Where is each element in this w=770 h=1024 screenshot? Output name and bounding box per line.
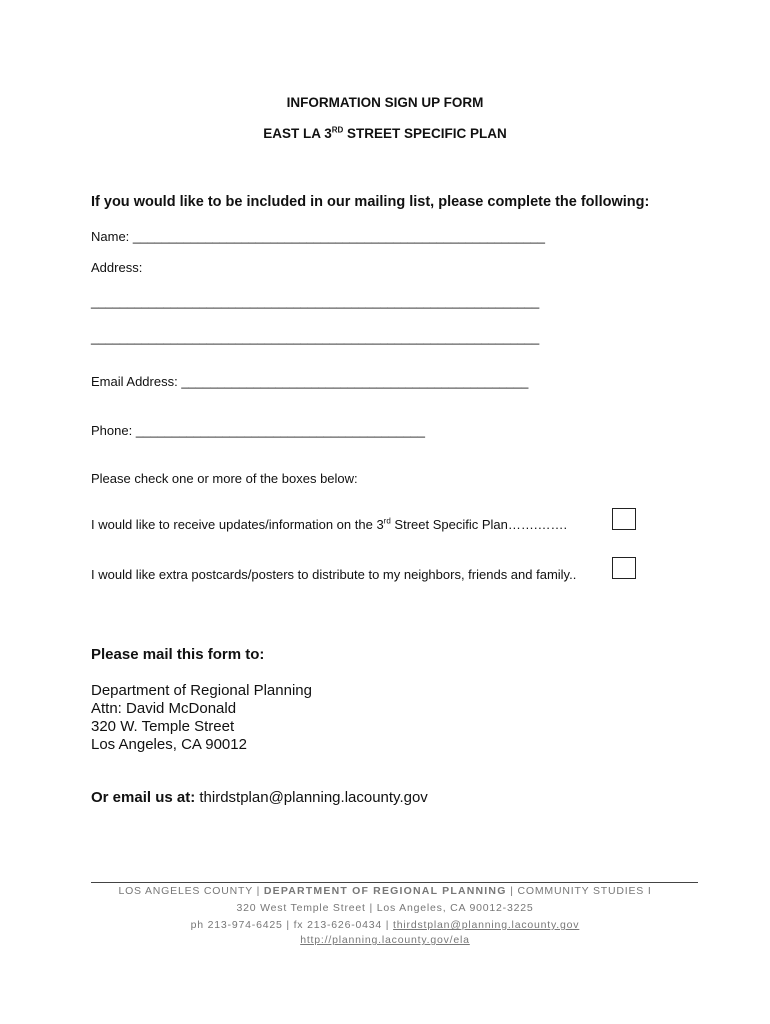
footer-county: LOS ANGELES COUNTY |	[118, 885, 264, 897]
form-title: INFORMATION SIGN UP FORM	[286, 95, 484, 110]
email-us-label: Or email us at:	[91, 789, 196, 806]
updates-option-pre: I would like to receive updates/information on the 3	[91, 517, 384, 532]
footer-phones: ph 213-974-6425 | fx 213-626-0434 |	[190, 919, 394, 931]
plan-title-pre: EAST LA 3	[263, 126, 332, 141]
updates-checkbox[interactable]	[612, 508, 636, 530]
address-label: Address:	[91, 260, 143, 275]
mail-address-line-2: Attn: David McDonald	[91, 700, 237, 717]
mail-heading: Please mail this form to:	[91, 646, 265, 663]
footer-url-line	[0, 934, 770, 946]
email-us-line	[91, 789, 428, 806]
footer-line-3	[0, 919, 770, 931]
footer-email-link[interactable]: thirdstplan@planning.lacounty.gov	[393, 919, 580, 931]
footer-url-link[interactable]: http://planning.lacounty.gov/ela	[300, 934, 470, 946]
mailing-list-intro: If you would like to be included in our mailing list, please complete the following:	[91, 194, 650, 210]
check-instruction: Please check one or more of the boxes below:	[91, 471, 358, 486]
postcards-checkbox[interactable]	[612, 557, 636, 579]
plan-title	[0, 126, 770, 141]
address-line-2[interactable]: ______________________________________________________________	[91, 330, 540, 345]
footer-street: 320 West Temple Street | Los Angeles, CA 90012-3225	[236, 902, 534, 914]
mail-address-line-4: Los Angeles, CA 90012	[91, 736, 247, 753]
email-us-address[interactable]: thirdstplan@planning.lacounty.gov	[195, 789, 428, 806]
mail-address-line-3: 320 W. Temple Street	[91, 718, 235, 735]
updates-option-superscript: rd	[383, 516, 391, 526]
name-field[interactable]: Name: _________________________________________________________	[91, 229, 546, 244]
plan-title-superscript: RD	[331, 125, 344, 135]
email-address-field[interactable]: Email Address: ________________________________________________	[91, 374, 529, 389]
phone-field[interactable]: Phone: ________________________________________	[91, 423, 426, 438]
mail-address-line-1: Department of Regional Planning	[91, 682, 312, 699]
updates-option-post: Street Specific Plan…….…….	[390, 517, 568, 532]
footer-studies: | COMMUNITY STUDIES I	[506, 885, 652, 897]
footer-department: DEPARTMENT OF REGIONAL PLANNING	[263, 885, 507, 897]
address-line-1[interactable]: ______________________________________________________________	[91, 294, 540, 309]
plan-title-post: STREET SPECIFIC PLAN	[343, 126, 507, 141]
updates-option-label	[91, 517, 567, 532]
footer-divider	[91, 882, 698, 883]
postcards-option-label: I would like extra postcards/posters to distribute to my neighbors, friends and family..	[91, 567, 577, 582]
footer-line-1	[0, 885, 770, 897]
